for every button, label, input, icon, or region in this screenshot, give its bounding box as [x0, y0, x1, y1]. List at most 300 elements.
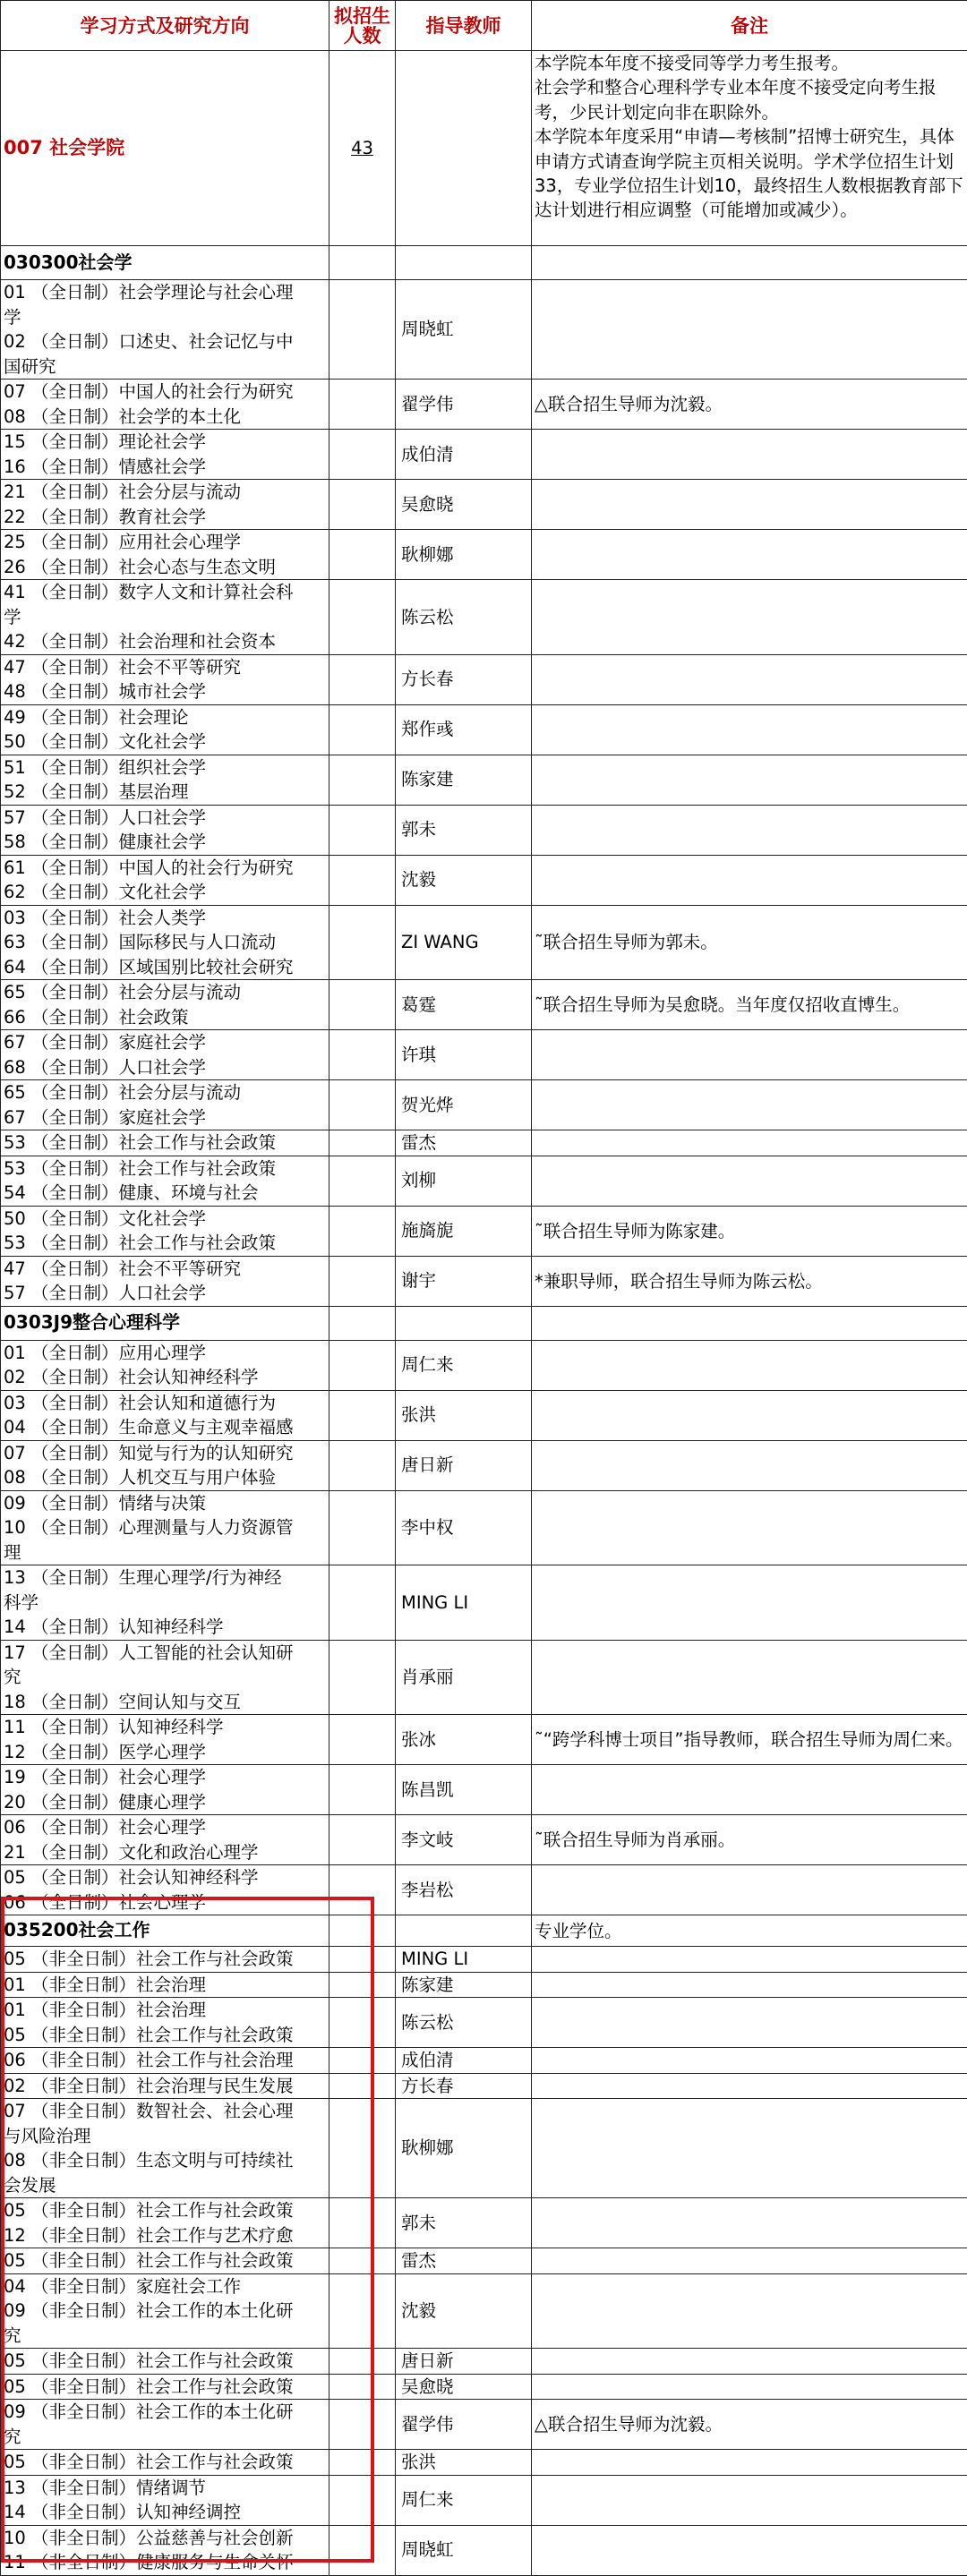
- table-row: [1, 1490, 967, 1565]
- direction-line: 04 （非全日制）家庭社会工作: [4, 2274, 326, 2299]
- note-cell: [532, 1865, 967, 1915]
- direction-line: 02 （非全日制）社会治理与民生发展: [4, 2074, 326, 2099]
- note-cell: [532, 1972, 967, 1998]
- direction-line: 08 （全日制）人机交互与用户体验: [4, 1465, 326, 1490]
- direction-line: 09 （非全日制）社会工作的本土化研: [4, 2400, 326, 2425]
- note-cell: [532, 1390, 967, 1440]
- table-row: [1, 2248, 967, 2274]
- direction-line: 65 （全日制）社会分层与流动: [4, 1080, 326, 1105]
- direction-line: 48 （全日制）城市社会学: [4, 679, 326, 704]
- direction-line: 05 （非全日制）社会工作与社会政策: [4, 2349, 326, 2374]
- advisor-name: 陈云松: [396, 580, 532, 655]
- count-cell: [329, 1490, 396, 1565]
- note-cell: ˜联合招生导师为郭未。: [532, 905, 967, 980]
- table-row: [1, 580, 967, 655]
- advisor-name: 唐日新: [396, 1440, 532, 1490]
- table-row: [1, 1998, 967, 2048]
- direction-line: 05 （非全日制）社会工作与社会政策: [4, 2450, 326, 2475]
- advisor-name: 葛霆: [396, 980, 532, 1030]
- advisor-name: 成伯清: [396, 430, 532, 480]
- header-note: 备注: [532, 1, 967, 51]
- college-name: 007 社会学院: [1, 51, 329, 246]
- research-directions: [1, 1156, 329, 1206]
- direction-line: 18 （全日制）空间认知与交互: [4, 1690, 326, 1715]
- table-row: [1, 2073, 967, 2099]
- direction-line: 11 （非全日制）健康服务与生命关怀: [4, 2550, 326, 2575]
- count-cell: [329, 1972, 396, 1998]
- count-cell: [329, 704, 396, 755]
- note-cell: [532, 2374, 967, 2400]
- direction-line: 06 （全日制）社会心理学: [4, 1815, 326, 1840]
- table-row: [1, 1865, 967, 1915]
- advisor-name: 沈毅: [396, 855, 532, 905]
- section-title: 035200社会工作: [1, 1915, 329, 1947]
- table-row: [1, 855, 967, 905]
- note-cell: [532, 1765, 967, 1815]
- note-cell: *兼职导师，联合招生导师为陈云松。: [532, 1256, 967, 1306]
- table-row: [1, 1440, 967, 1490]
- direction-line: 19 （全日制）社会心理学: [4, 1765, 326, 1790]
- direction-line: 64 （全日制）区域国别比较社会研究: [4, 955, 326, 980]
- table-row: [1, 1080, 967, 1130]
- research-directions: [1, 1865, 329, 1915]
- note-cell: [532, 530, 967, 580]
- count-cell: [329, 1815, 396, 1865]
- header-direction: 学习方式及研究方向: [1, 1, 329, 51]
- count-cell: [329, 2073, 396, 2099]
- table-row: [1, 1815, 967, 1865]
- note-cell: [532, 480, 967, 530]
- advisor-cell: [396, 246, 532, 280]
- table-row: [1, 1340, 967, 1390]
- note-cell: ˜联合招生导师为陈家建。: [532, 1206, 967, 1256]
- advisor-name: 张冰: [396, 1715, 532, 1765]
- advisor-name: 李岩松: [396, 1865, 532, 1915]
- count-cell: [329, 1156, 396, 1206]
- research-directions: [1, 280, 329, 380]
- research-directions: [1, 855, 329, 905]
- research-directions: [1, 1440, 329, 1490]
- count-cell: [329, 1565, 396, 1641]
- research-directions: [1, 2475, 329, 2525]
- direction-line: 10 （非全日制）公益慈善与社会创新: [4, 2526, 326, 2551]
- note-cell: [532, 580, 967, 655]
- advisor-name: 周晓虹: [396, 280, 532, 380]
- direction-line: 09 （非全日制）社会工作的本土化研: [4, 2299, 326, 2324]
- direction-line: 12 （全日制）医学心理学: [4, 1740, 326, 1765]
- count-cell: [329, 2198, 396, 2248]
- direction-line: 17 （全日制）人工智能的社会认知研: [4, 1641, 326, 1666]
- research-directions: [1, 980, 329, 1030]
- direction-line: 会发展: [4, 2173, 326, 2198]
- table-row: [1, 805, 967, 855]
- advisor-name: 陈家建: [396, 1972, 532, 1998]
- research-directions: [1, 1080, 329, 1130]
- research-directions: [1, 1490, 329, 1565]
- advisor-name: 方长春: [396, 2073, 532, 2099]
- note-cell: [532, 1440, 967, 1490]
- count-cell: [329, 1440, 396, 1490]
- table-row: [1, 2475, 967, 2525]
- direction-line: 10 （全日制）心理测量与人力资源管: [4, 1515, 326, 1540]
- advisor-name: MING LI: [396, 1947, 532, 1973]
- research-directions: [1, 2349, 329, 2375]
- research-directions: [1, 2525, 329, 2575]
- research-directions: [1, 1640, 329, 1715]
- advisor-name: 成伯清: [396, 2048, 532, 2074]
- table-row: [1, 755, 967, 805]
- advisor-name: 翟学伟: [396, 2400, 532, 2450]
- direction-line: 05 （非全日制）社会工作与社会政策: [4, 2198, 326, 2223]
- note-cell: ˜联合招生导师为肖承丽。: [532, 1815, 967, 1865]
- table-row: [1, 2374, 967, 2400]
- direction-line: 54 （全日制）健康、环境与社会: [4, 1181, 326, 1206]
- direction-line: 57 （全日制）人口社会学: [4, 1281, 326, 1306]
- direction-line: 50 （全日制）文化社会学: [4, 729, 326, 755]
- count-cell: [329, 1130, 396, 1156]
- research-directions: [1, 2374, 329, 2400]
- count-cell: [329, 2273, 396, 2349]
- advisor-name: 翟学伟: [396, 380, 532, 430]
- table-row: [1, 2349, 967, 2375]
- advisor-name: 雷杰: [396, 1130, 532, 1156]
- note-cell: △联合招生导师为沈毅。: [532, 380, 967, 430]
- table-row: [1, 1256, 967, 1306]
- count-cell: [329, 1998, 396, 2048]
- direction-line: 02 （全日制）社会认知神经科学: [4, 1365, 326, 1390]
- table-row: [1, 380, 967, 430]
- research-directions: [1, 2248, 329, 2274]
- table-row: [1, 2048, 967, 2074]
- advisor-name: 刘柳: [396, 1156, 532, 1206]
- note-cell: [532, 2349, 967, 2375]
- count-cell: [329, 1080, 396, 1130]
- table-row: [1, 2400, 967, 2450]
- direction-line: 08 （非全日制）生态文明与可持续社: [4, 2148, 326, 2173]
- direction-line: 67 （全日制）家庭社会学: [4, 1030, 326, 1055]
- research-directions: [1, 1998, 329, 2048]
- direction-line: 47 （全日制）社会不平等研究: [4, 655, 326, 680]
- direction-line: 58 （全日制）健康社会学: [4, 830, 326, 855]
- advisor-name: ZI WANG: [396, 905, 532, 980]
- note-cell: [532, 704, 967, 755]
- note-cell: [532, 2450, 967, 2476]
- research-directions: [1, 2099, 329, 2198]
- direction-line: 53 （全日制）社会工作与社会政策: [4, 1156, 326, 1181]
- research-directions: [1, 2400, 329, 2450]
- direction-line: 52 （全日制）基层治理: [4, 780, 326, 805]
- advisor-name: 张洪: [396, 1390, 532, 1440]
- direction-line: 02 （全日制）口述史、社会记忆与中: [4, 329, 326, 354]
- count-cell: [329, 805, 396, 855]
- advisor-name: 方长春: [396, 654, 532, 704]
- direction-line: 67 （全日制）家庭社会学: [4, 1105, 326, 1130]
- table-row: [1, 905, 967, 980]
- section-title: 030300社会学: [1, 246, 329, 280]
- advisor-cell: [396, 1306, 532, 1340]
- direction-line: 05 （非全日制）社会工作与社会政策: [4, 1947, 326, 1972]
- count-cell: [329, 580, 396, 655]
- count-cell: [329, 654, 396, 704]
- note-cell: [532, 1947, 967, 1973]
- table-row: [1, 1130, 967, 1156]
- research-directions: [1, 1765, 329, 1815]
- note-cell: [532, 280, 967, 380]
- count-cell: [329, 980, 396, 1030]
- count-cell: [329, 2248, 396, 2274]
- direction-line: 究: [4, 2425, 326, 2450]
- note-cell: [532, 2198, 967, 2248]
- header-row: [1, 1, 967, 51]
- research-directions: [1, 755, 329, 805]
- research-directions: [1, 1565, 329, 1641]
- research-directions: [1, 1030, 329, 1080]
- note-cell: ˜联合招生导师为吴愈晓。当年度仅招收直博生。: [532, 980, 967, 1030]
- direction-line: 07 （全日制）中国人的社会行为研究: [4, 380, 326, 405]
- direction-line: 01 （非全日制）社会治理: [4, 1973, 326, 1998]
- direction-line: 学: [4, 305, 326, 330]
- advisor-name: 张洪: [396, 2450, 532, 2476]
- research-directions: [1, 1815, 329, 1865]
- research-directions: [1, 1390, 329, 1440]
- college-row: [1, 51, 967, 246]
- direction-line: 62 （全日制）文化社会学: [4, 880, 326, 905]
- direction-line: 13 （全日制）生理心理学/行为神经: [4, 1565, 326, 1591]
- advisor-name: 肖承丽: [396, 1640, 532, 1715]
- table-row: [1, 980, 967, 1030]
- direction-line: 53 （全日制）社会工作与社会政策: [4, 1231, 326, 1256]
- count-cell: [329, 1206, 396, 1256]
- direction-line: 61 （全日制）中国人的社会行为研究: [4, 856, 326, 881]
- research-directions: [1, 1947, 329, 1973]
- college-count: 43: [351, 138, 373, 158]
- note-cell: [532, 1156, 967, 1206]
- direction-line: 07 （非全日制）数智社会、社会心理: [4, 2099, 326, 2124]
- advisor-name: 陈云松: [396, 1998, 532, 2048]
- direction-line: 01 （非全日制）社会治理: [4, 1998, 326, 2023]
- note-cell: [532, 430, 967, 480]
- direction-line: 03 （全日制）社会人类学: [4, 906, 326, 931]
- direction-line: 50 （全日制）文化社会学: [4, 1207, 326, 1232]
- advisor-name: 耿柳娜: [396, 530, 532, 580]
- direction-line: 09 （全日制）情绪与决策: [4, 1491, 326, 1516]
- advisor-cell: [396, 1915, 532, 1947]
- count-cell: [329, 530, 396, 580]
- table-row: [1, 1765, 967, 1815]
- count-cell: [329, 2525, 396, 2575]
- advisor-name: 周晓虹: [396, 2525, 532, 2575]
- advisor-name: 郑作彧: [396, 704, 532, 755]
- table-row: [1, 704, 967, 755]
- count-cell: [329, 755, 396, 805]
- count-cell: [329, 380, 396, 430]
- table-row: [1, 1640, 967, 1715]
- table-row: [1, 1156, 967, 1206]
- count-cell: [329, 1256, 396, 1306]
- advisor-name: 吴愈晓: [396, 480, 532, 530]
- table-row: [1, 1030, 967, 1080]
- research-directions: [1, 580, 329, 655]
- direction-line: 51 （全日制）组织社会学: [4, 755, 326, 780]
- advisor-name: 陈昌凯: [396, 1765, 532, 1815]
- section-row: [1, 1915, 967, 1947]
- research-directions: [1, 430, 329, 480]
- research-directions: [1, 704, 329, 755]
- count-cell: [329, 1915, 396, 1947]
- advisor-name: 李中权: [396, 1490, 532, 1565]
- research-directions: [1, 380, 329, 430]
- note-cell: [532, 1565, 967, 1641]
- table-row: [1, 2198, 967, 2248]
- advisor-name: 吴愈晓: [396, 2374, 532, 2400]
- advisor-name: 周仁来: [396, 1340, 532, 1390]
- table-row: [1, 530, 967, 580]
- note-cell: [532, 2475, 967, 2525]
- note-cell: [532, 2273, 967, 2349]
- advisor-name: 施旖旎: [396, 1206, 532, 1256]
- count-cell: [329, 1640, 396, 1715]
- count-cell: [329, 1340, 396, 1390]
- advisor-name: 李文岐: [396, 1815, 532, 1865]
- direction-line: 究: [4, 2324, 326, 2349]
- table-row: [1, 2099, 967, 2198]
- advisor-name: 郭未: [396, 2198, 532, 2248]
- table-row: [1, 2273, 967, 2349]
- count-cell: [329, 1715, 396, 1765]
- research-directions: [1, 905, 329, 980]
- table-row: [1, 1206, 967, 1256]
- count-cell: [329, 2349, 396, 2375]
- direction-line: 63 （全日制）国际移民与人口流动: [4, 930, 326, 955]
- direction-line: 22 （全日制）教育社会学: [4, 505, 326, 530]
- table-row: [1, 280, 967, 380]
- direction-line: 06 （全日制）社会心理学: [4, 1890, 326, 1915]
- table-row: [1, 1947, 967, 1973]
- direction-line: 68 （全日制）人口社会学: [4, 1055, 326, 1080]
- advisor-name: 许琪: [396, 1030, 532, 1080]
- count-cell: [329, 1030, 396, 1080]
- note-cell: [532, 2073, 967, 2099]
- note-cell: [532, 1130, 967, 1156]
- research-directions: [1, 1206, 329, 1256]
- note-cell: [532, 2525, 967, 2575]
- note-cell: 专业学位。: [532, 1915, 967, 1947]
- advisor-name: 周仁来: [396, 2475, 532, 2525]
- direction-line: 国研究: [4, 354, 326, 380]
- advisor-name: 陈家建: [396, 755, 532, 805]
- research-directions: [1, 2450, 329, 2476]
- header-count: 拟招生人数: [329, 1, 396, 51]
- note-cell: [532, 855, 967, 905]
- count-cell: [329, 855, 396, 905]
- count-cell: [329, 2374, 396, 2400]
- note-cell: [532, 1998, 967, 2048]
- direction-line: 05 （非全日制）社会工作与社会政策: [4, 2375, 326, 2400]
- direction-line: 究: [4, 1665, 326, 1690]
- count-cell: [329, 1306, 396, 1340]
- count-cell: [329, 2048, 396, 2074]
- table-row: [1, 1390, 967, 1440]
- note-cell: [532, 1490, 967, 1565]
- note-cell: △联合招生导师为沈毅。: [532, 2400, 967, 2450]
- direction-line: 41 （全日制）数字人文和计算社会科: [4, 580, 326, 605]
- research-directions: [1, 480, 329, 530]
- advisor-name: 沈毅: [396, 2273, 532, 2349]
- direction-line: 15 （全日制）理论社会学: [4, 430, 326, 455]
- direction-line: 05 （非全日制）社会工作与社会政策: [4, 2023, 326, 2048]
- advisor-name: 雷杰: [396, 2248, 532, 2274]
- research-directions: [1, 654, 329, 704]
- table-row: [1, 654, 967, 704]
- research-directions: [1, 1130, 329, 1156]
- advisor-name: 郭未: [396, 805, 532, 855]
- count-cell: [329, 1947, 396, 1973]
- direction-line: 06 （非全日制）社会工作与社会治理: [4, 2048, 326, 2073]
- section-row: [1, 246, 967, 280]
- direction-line: 49 （全日制）社会理论: [4, 705, 326, 730]
- direction-line: 01 （全日制）社会学理论与社会心理: [4, 280, 326, 305]
- note-cell: [532, 2099, 967, 2198]
- note-cell: [532, 2248, 967, 2274]
- count-cell: [329, 905, 396, 980]
- note-cell: [532, 1640, 967, 1715]
- count-cell: [329, 1765, 396, 1815]
- section-row: [1, 1306, 967, 1340]
- direction-line: 20 （全日制）健康心理学: [4, 1790, 326, 1815]
- count-cell: [329, 280, 396, 380]
- direction-line: 11 （全日制）认知神经科学: [4, 1715, 326, 1740]
- research-directions: [1, 1256, 329, 1306]
- college-count-cell: [329, 51, 396, 246]
- header-advisor: 指导教师: [396, 1, 532, 51]
- direction-line: 14 （非全日制）认知神经调控: [4, 2500, 326, 2525]
- direction-line: 01 （全日制）应用心理学: [4, 1341, 326, 1366]
- note-cell: [532, 2048, 967, 2074]
- count-cell: [329, 246, 396, 280]
- research-directions: [1, 1972, 329, 1998]
- note-cell: [532, 805, 967, 855]
- note-cell: [532, 1306, 967, 1340]
- direction-line: 57 （全日制）人口社会学: [4, 806, 326, 831]
- research-directions: [1, 805, 329, 855]
- direction-line: 13 （非全日制）情绪调节: [4, 2476, 326, 2501]
- note-cell: [532, 654, 967, 704]
- advisor-name: 唐日新: [396, 2349, 532, 2375]
- direction-line: 47 （全日制）社会不平等研究: [4, 1257, 326, 1282]
- direction-line: 与风险治理: [4, 2124, 326, 2149]
- direction-line: 26 （全日制）社会心态与生态文明: [4, 555, 326, 580]
- direction-line: 65 （全日制）社会分层与流动: [4, 980, 326, 1005]
- direction-line: 66 （全日制）社会政策: [4, 1005, 326, 1030]
- college-advisor-cell: [396, 51, 532, 246]
- direction-line: 08 （全日制）社会学的本土化: [4, 405, 326, 430]
- count-cell: [329, 1390, 396, 1440]
- direction-line: 03 （全日制）社会认知和道德行为: [4, 1391, 326, 1416]
- research-directions: [1, 2073, 329, 2099]
- advisor-name: 谢宇: [396, 1256, 532, 1306]
- direction-line: 21 （全日制）社会分层与流动: [4, 480, 326, 505]
- advisor-name: 贺光烨: [396, 1080, 532, 1130]
- table-row: [1, 2525, 967, 2575]
- direction-line: 14 （全日制）认知神经科学: [4, 1615, 326, 1640]
- direction-line: 42 （全日制）社会治理和社会资本: [4, 629, 326, 654]
- research-directions: [1, 2273, 329, 2349]
- direction-line: 理: [4, 1540, 326, 1565]
- direction-line: 学: [4, 605, 326, 630]
- college-note: 本学院本年度不接受同等学力考生报考。 社会学和整合心理科学专业本年度不接受定向考生报考，少民计划定向非在职除外。 本学院本年度采用“申请—考核制”招博士研究生，具体申请方式请查询学院主页相关说明。学术学位招生计划33，专业学位招生计划10，最终招生人数根据教育部下达计划进行相应调整（可能增加或减少）。: [532, 51, 967, 246]
- direction-line: 04 （全日制）生命意义与主观幸福感: [4, 1415, 326, 1440]
- count-cell: [329, 480, 396, 530]
